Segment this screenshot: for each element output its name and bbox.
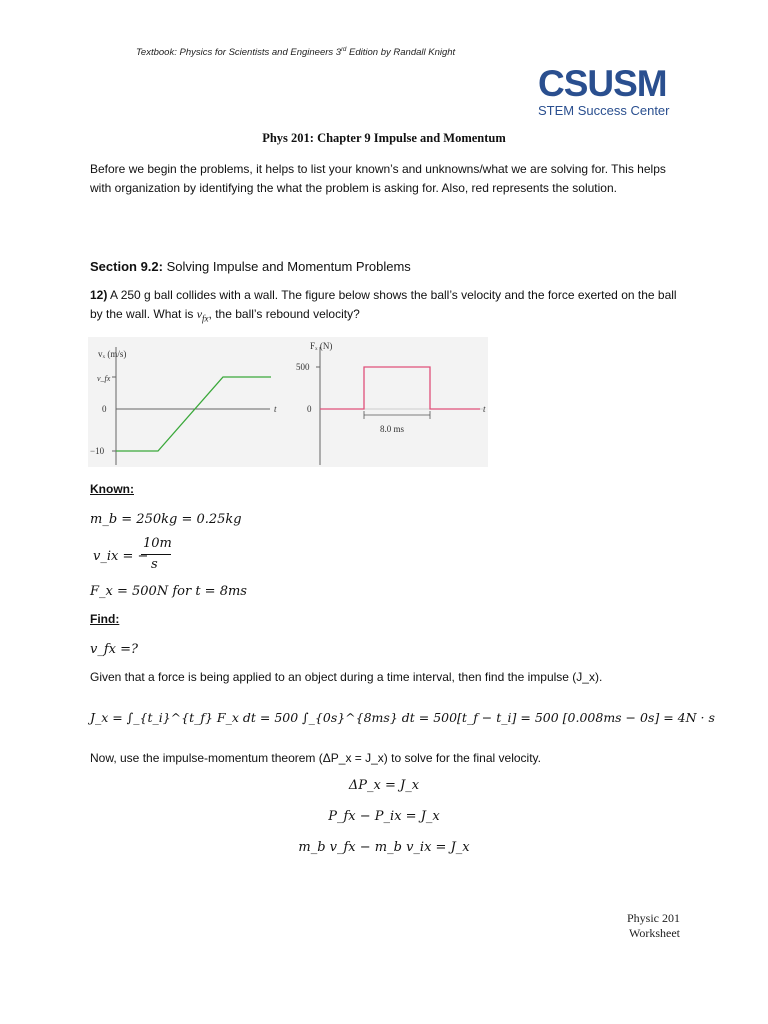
section-heading [90, 257, 690, 276]
known-vix: v_ix = − 10m s [93, 536, 172, 572]
equation-3: m_b v_fx − m_b v_ix = J_x [298, 840, 470, 855]
csusm-logo [538, 63, 678, 118]
theorem-text: Now, use the impulse-momentum theorem (ΔP_x = J_x) to solve for the final velocity. [90, 751, 541, 765]
find-target: v_fx =? [90, 642, 138, 657]
textbook-sup: rd [341, 47, 347, 53]
problem-statement [90, 286, 690, 328]
logo-subtitle: STEM Success Center [538, 103, 670, 118]
right-xlabel: t [483, 404, 486, 414]
logo-wordmark: CSUSM [538, 63, 667, 104]
footer-line1: Physic 201 [626, 911, 680, 925]
left-vfx-label: v_fx [97, 374, 111, 383]
right-tick-label-500: 500 [296, 362, 310, 372]
known-heading: Known: [90, 482, 134, 496]
footer-line2: Worksheet [628, 926, 680, 940]
known-force: F_x = 500N for t = 8ms [90, 584, 247, 599]
textbook-prefix: Textbook: Physics for Scientists and Engineers 3 [136, 47, 342, 59]
left-tick-label-0: 0 [102, 404, 107, 414]
problem-var: v [196, 307, 203, 321]
right-ylabel: Fₓ (N) [310, 341, 333, 351]
left-xlabel: t [274, 404, 277, 414]
section-label: Section 9.2: [90, 259, 163, 274]
intro-paragraph: Before we begin the problems, it helps to list your known’s and unknowns/what we are solving for. This helps with organization by identifying the what the problem is asking for. Also, red represents the solution. [90, 162, 666, 195]
problem-text-after: , the ball’s rebound velocity? [208, 307, 360, 321]
equation-1: ΔP_x = J_x [348, 778, 420, 793]
equation-2: P_fx − P_ix = J_x [328, 809, 440, 824]
textbook-note [136, 47, 455, 58]
impulse-text: Given that a force is being applied to an object during a time interval, then find the impulse (J_x). [90, 670, 603, 684]
problem-var-sub: fx [202, 313, 209, 324]
footer [600, 911, 680, 941]
section-title: Solving Impulse and Momentum Problems [162, 259, 411, 274]
problem-number: 12) [90, 288, 108, 302]
duration-label: 8.0 ms [380, 424, 405, 434]
figure-background [88, 337, 488, 467]
known-mass: m_b = 250kg = 0.25kg [90, 512, 242, 527]
left-ylabel: vₓ (m/s) [98, 349, 127, 359]
textbook-suffix: Edition by Randall Knight [346, 47, 456, 59]
left-tick-label-neg10: −10 [90, 446, 105, 456]
problem-text-before: A 250 g ball collides with a wall. The figure below shows the ball’s velocity and the force exerted on the ball by the wall. What is [90, 288, 677, 321]
problem-figure [88, 337, 488, 467]
page-title: Phys 201: Chapter 9 Impulse and Momentum [262, 131, 506, 145]
right-tick-label-0: 0 [307, 404, 312, 414]
impulse-equation: J_x = ∫_{t_i}^{t_f} F_x dt = 500 ∫_{0s}^{8ms} dt = 500[t_f − t_i] = 500 [0.008ms − 0s] = 4N · s [90, 710, 715, 725]
find-heading: Find: [90, 612, 120, 626]
